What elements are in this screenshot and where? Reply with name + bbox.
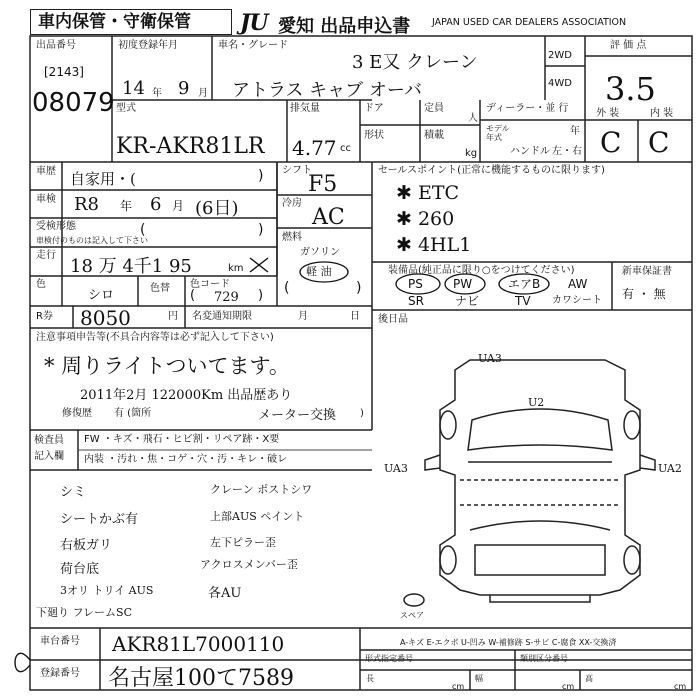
chassis-label: 車台番号 [40,636,80,647]
color-code-label: 色コード [190,279,230,290]
handle-label: ハンドル [510,146,550,157]
model-year-unit: 年 [570,126,580,137]
form-title-en: JAPAN USED CAR DEALERS ASSOCIATION [432,17,627,28]
dim-length: 長 [366,674,374,683]
inspection-label: 車検 [36,194,56,205]
inspector-row1: FW ・キズ・飛石・ヒビ割・リペア跡・X要 [84,434,280,445]
notice-month-unit: 月 [298,311,308,322]
repair-label: 修復歴 [62,408,92,419]
equip-tv: TV [515,294,531,308]
interior-label: 内 装 [650,108,674,119]
notes-line2: 2011年2月 122000Km 出品歴あり [80,388,293,403]
inspector-note-right-5: 各AU [208,586,242,601]
fuel-paren-open: ( [284,280,290,296]
fuel-paren-close: ) [356,280,362,296]
person-unit: 人 [468,113,478,124]
sales-point-3: ✱ 4HL1 [396,234,472,256]
mileage-unit: km [228,263,244,274]
recycle-label: R券 [36,311,53,322]
recycle-unit: 円 [168,311,178,322]
inspector-note-left-1: シミ [60,485,87,500]
equip-navi: ナビ [455,294,480,308]
model-value: KR-AKR81LR [116,134,265,159]
drive-4wd: 4WD [548,78,572,89]
lot-label: 出品番号 [36,40,76,51]
repair-close: ) [360,408,364,419]
inspector-note-right-1: クレーン ポストシワ [210,483,313,496]
diagram-note-hood: U2 [528,396,545,409]
reception-label: 受検形態 [36,221,76,232]
inspector-note-left-2: シートかぶ有 [60,512,139,527]
inspection-month: 6 [150,194,162,215]
sales-point-2: ✱ 260 [396,208,455,230]
door-label: ドア [364,103,384,114]
equip-sr: SR [408,294,424,308]
exterior-grade: C [600,126,622,159]
aircon-value: AC [312,205,345,230]
diagram-note-left: UA3 [384,462,408,475]
dim-width: 幅 [475,674,483,683]
lot-number: 08079 [32,88,115,118]
sales-point-2-text: 260 [417,208,455,230]
dealer-label: ディーラー・並 行 [486,103,569,114]
history-label: 車歴 [36,166,56,177]
inspector-note-right-2: 上部AUS ペイント [210,510,305,523]
inspection-year-unit: 年 [120,199,133,213]
inspector-label: 検査員 記入欄 [34,435,64,462]
registration-year: 14 [122,78,145,99]
dim-height-unit: cm [674,682,687,691]
color-swap-label: 色替 [150,283,170,294]
spare-label: スペア [400,611,424,620]
rear-seat-label: 後日品 [378,314,408,325]
equip-airbag: エアB [508,277,541,291]
load-label: 積載 [424,130,444,141]
repair-place: メーター交換 [258,408,337,423]
warranty-label: 新車保証書 [622,266,672,277]
mileage-value: 18 万 4千1 95 [70,256,192,277]
equip-ps: PS [408,277,423,291]
interior-grade: C [648,126,670,159]
class-label: 類別区分番号 [520,654,568,663]
registration-month-unit: 月 [198,88,208,99]
lot-code: [2143] [44,65,84,79]
inspector-row2: 内装 ・汚れ・焦・コゲ・穴・汚・キレ・破レ [84,454,288,465]
shape-label: 形状 [364,130,384,141]
plate-value: 名古屋100て7589 [108,666,294,691]
reception-open: ( [140,222,146,238]
aircon-label: 冷房 [282,198,302,209]
sales-point-1-text: ETC [417,182,460,204]
dim-width-unit: cm [562,682,575,691]
fuel-gas: ガソリン [300,247,340,258]
equipment-label: 装備品(純正品に限り○をつけてください) [388,265,575,276]
equip-aw: AW [568,277,588,291]
fuel-diesel: 軽 油 [306,265,332,278]
inspector-note-left-3: 右板ガリ [60,538,113,553]
inspector-note-right-3: 左下ピラー歪 [210,536,276,549]
displacement-label: 排気量 [290,103,320,114]
diagram-note-right: UA2 [658,462,682,475]
displacement-value: 4.77 [292,136,337,160]
sales-points-label: セールスポイント(正常に機能するものに限ります) [378,165,605,176]
inspection-month-unit: 月 [172,199,185,213]
fuel-label: 燃料 [282,232,302,243]
shift-label: シフト [282,165,312,176]
dim-height: 高 [585,674,593,683]
drive-2wd: 2WD [548,50,572,61]
color-code: 729 [214,290,239,305]
reception-close: ) [258,222,264,238]
car-name-line2: アトラス キャブ オーバ [232,80,423,101]
load-unit: kg [465,148,478,159]
inspector-note-right-4: アクロスメンバー歪 [200,558,298,571]
color-value: シロ [88,288,115,303]
equip-pw: PW [453,277,473,291]
registration-label: 初度登録年月 [118,40,178,51]
damage-legend: A-キズ E-エクボ U-凹み W-補修跡 S-サビ C-腐食 XX-交換済 [400,638,617,647]
color-label: 色 [36,279,46,290]
repair-value: 有 (箇所 [114,408,152,419]
handle-options: 左・右 [552,146,582,157]
notice-day-unit: 日 [350,311,360,322]
notes-line1: * 周りライトついてます。 [44,354,290,378]
model-year-label: モデル 年式 [486,124,510,142]
sales-point-3-text: 4HL1 [417,234,472,256]
notice-label: 名変通知期限 [192,311,252,322]
recycle-value: 8050 [80,306,131,330]
equip-seat: カワシート [552,295,602,306]
registration-month: 9 [178,78,190,99]
color-code-close: ) [258,288,264,303]
mileage-label: 走行 [36,250,56,261]
capacity-label: 定員 [424,103,444,114]
cc-unit: cc [340,143,351,154]
car-name-label: 車名・グレード [218,40,288,51]
warranty-value: 有 ・ 無 [622,287,666,301]
inspection-year: R8 [74,194,100,215]
chassis-value: AKR81L7000110 [112,632,285,656]
plate-label: 登録番号 [40,668,80,679]
storage-badge: 車内保管・守衛保管 [38,12,191,32]
grade-label: 評 価 点 [610,40,647,51]
shift-value: F5 [308,172,338,197]
sales-point-1: ✱ ETC [396,182,460,204]
dim-length-unit: cm [452,682,465,691]
model-label: 型式 [116,103,136,114]
inspector-note-left-6: 下廻り フレームSC [36,606,133,619]
registration-year-unit: 年 [152,88,162,99]
history-close: ) [258,168,264,184]
inspector-note-left-5: 3オリ トリイ AUS [60,584,154,597]
reception-note: 車検付のものは記入して下さい [36,236,148,245]
diagram-note-top: UA3 [478,352,502,365]
ju-logo: JU [240,10,268,36]
exterior-label: 外 装 [596,108,620,119]
color-code-open: ( [190,288,196,303]
inspector-note-left-4: 荷台底 [60,562,100,577]
car-name-line1: 3 E又 クレーン [352,52,478,73]
form-title: 愛知 出品申込書 [278,16,411,37]
grade-score: 3.5 [605,70,656,108]
notes-label: 注意事項申告等(不具合内容等は必ず記入して下さい) [36,332,274,343]
inspection-day: (6日) [195,198,239,219]
cert-label: 形式指定番号 [365,654,413,663]
history-value: 自家用・( [70,170,136,188]
